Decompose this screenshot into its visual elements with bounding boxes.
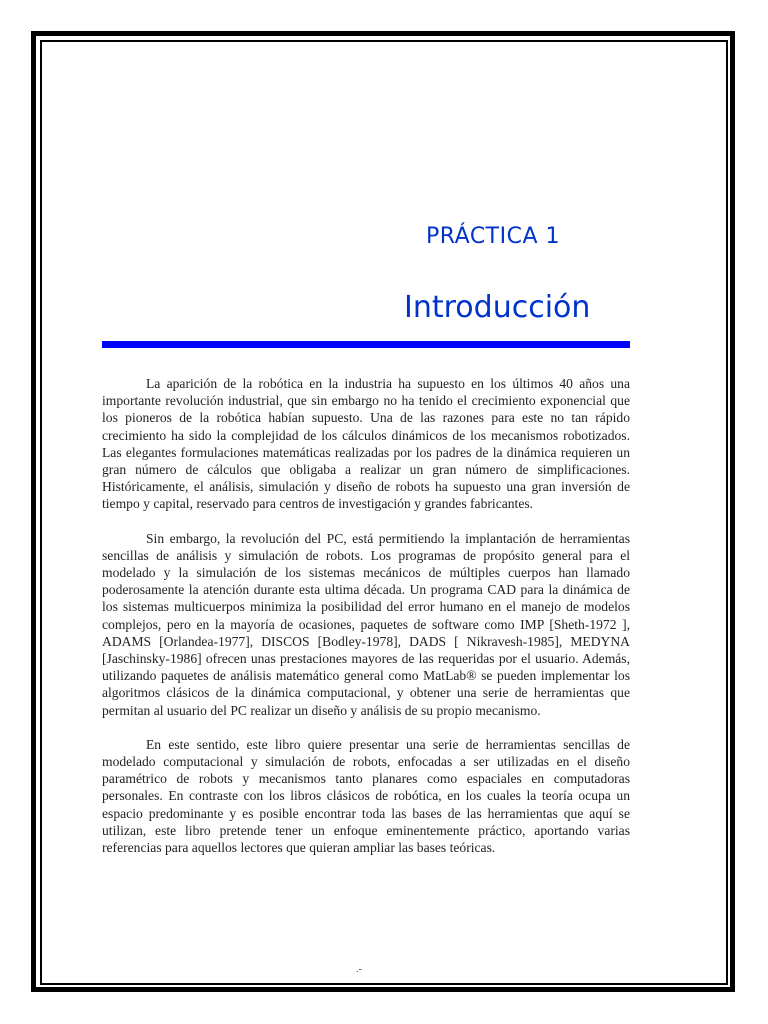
paragraph-2: Sin embargo, la revolución del PC, está permitiendo la implantación de herramientas sencillas de análisis y simulación de robots. Los programas de propósito general para el modelado y la simulación de los sistemas mecánicos de múltiples cuerpos han llamado poderosamente la atención durante esta ultima década. Un programa CAD para la dinámica de los sistemas multicuerpos minimiza la posibilidad del error humano en el manejo de modelos complejos, pero en la mayoría de ocasiones, paquetes de software como IMP [Sheth-1972 ], ADAMS [Orlandea-1977], DISCOS [Bodley-1978], DADS [ Nikravesh-1985], MEDYNA [Jaschinsky-1986] ofrecen unas prestaciones mayores de las requeridas por el usuario. Además, utilizando paquetes de análisis matemático general como MatLab® se pueden implementar los algoritmos clásicos de la dinámica computacional, y obtener una serie de herramientas que permitan al usuario del PC realizar un diseño y análisis de su propio mecanismo.: [102, 530, 630, 718]
practice-label: PRÁCTICA 1: [426, 224, 561, 249]
body-text: [102, 375, 630, 873]
chapter-title: Introducción: [404, 290, 591, 325]
paragraph-1: La aparición de la robótica en la industria ha supuesto en los últimos 40 años una importante revolución industrial, que sin embargo no ha tenido el crecimiento exponencial que los pioneros de la robótica habían supuesto. Una de las razones para este no tan rápido crecimiento ha sido la complejidad de los cálculos dinámicos de los mecanismos robotizados. Las elegantes formulaciones matemáticas realizadas por los padres de la dinámica requieren un gran número de cálculos que obligaba a realizar un gran número de simplificaciones. Históricamente, el análisis, simulación y diseño de robots ha supuesto una gran inversión de tiempo y capital, reservado para centros de investigación y grandes fabricantes.: [102, 376, 630, 512]
page-mark: .-: [356, 964, 362, 975]
paragraph-3: En este sentido, este libro quiere presentar una serie de herramientas sencillas de modelado computacional y simulación de robots, enfocadas a ser utilizadas en el diseño paramétrico de robots y mecanismos tanto planares como espaciales en computadoras personales. En contraste con los libros clásicos de robótica, en los cuales la teoría ocupa un espacio predominante y es posible encontrar toda las bases de las herramientas que aquí se utilizan, este libro pretende tener un enfoque eminentemente práctico, aportando varias referencias para aquellos lectores que quieran ampliar las bases teóricas.: [102, 736, 630, 856]
title-rule: [102, 341, 630, 348]
